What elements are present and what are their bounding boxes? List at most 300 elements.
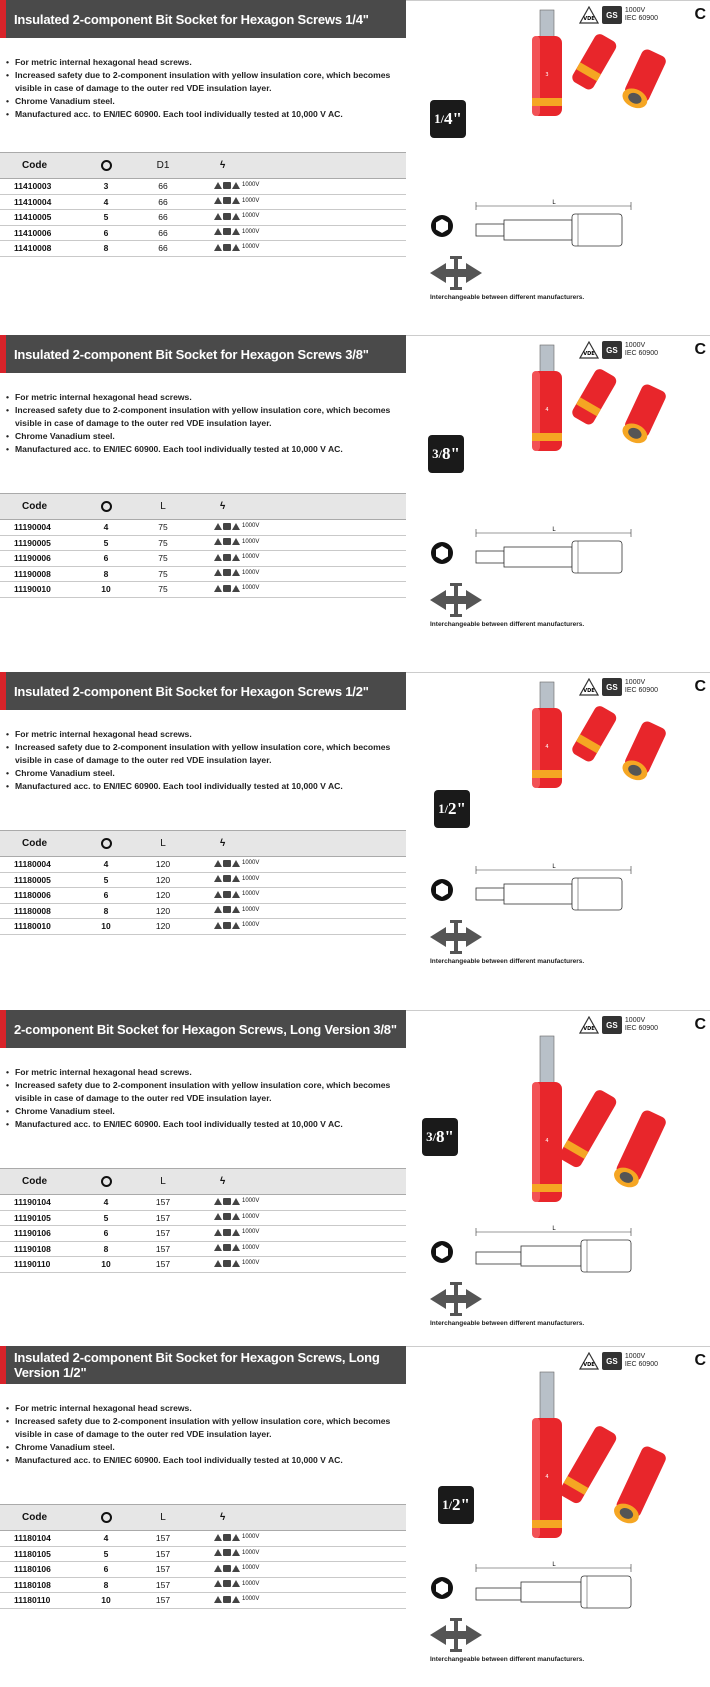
gs-mini-icon — [223, 1229, 231, 1236]
cert-cell — [192, 535, 406, 551]
voltage-mini: 1000V — [242, 1213, 260, 1220]
feature-item: • Increased safety due to 2-component insulation with yellow insulation core, which becomes visible in case of damage to the outer red VDE insulation layer. — [6, 1079, 406, 1105]
accent-bar — [0, 1346, 6, 1384]
svg-text:4: 4 — [545, 1138, 549, 1144]
cert-cell — [192, 1577, 406, 1593]
length-value: 66 — [134, 194, 192, 210]
gs-icon: GS — [602, 678, 622, 696]
vde-mini-icon — [214, 523, 222, 530]
hex-socket-icon — [101, 160, 112, 171]
product-code: 11190104 — [0, 1195, 78, 1211]
voltage-mini: 1000V — [242, 523, 260, 530]
accent-bar — [0, 0, 6, 38]
product-code: 11190006 — [0, 551, 78, 567]
vde-mini-icon — [214, 875, 222, 882]
table-row — [0, 566, 406, 582]
drive-size-badge — [434, 790, 470, 828]
socket-size: 4 — [78, 857, 134, 873]
standard-label: IEC 60900 — [624, 1361, 658, 1368]
feature-item: • Increased safety due to 2-component insulation with yellow insulation core, which becomes visible in case of damage to the outer red VDE insulation layer. — [6, 1415, 406, 1441]
feature-item: • Increased safety due to 2-component insulation with yellow insulation core, which becomes visible in case of damage to the outer red VDE insulation layer. — [6, 404, 406, 430]
svg-text:VDE: VDE — [583, 1362, 595, 1368]
col-code: Code — [0, 831, 78, 857]
vde-mini-icon — [214, 228, 222, 235]
socket-size: 6 — [78, 225, 134, 241]
cert-cell — [192, 1531, 406, 1547]
lightning-icon: ϟ — [220, 1512, 226, 1523]
product-table — [0, 493, 406, 598]
feature-item: • Chrome Vanadium steel. — [6, 95, 406, 108]
product-code: 11190106 — [0, 1226, 78, 1242]
voltage-label: 1000V — [624, 1017, 646, 1024]
mini-cert-icons — [214, 1580, 259, 1587]
standard-label: IEC 60900 — [624, 1025, 658, 1032]
socket-size: 6 — [78, 1226, 134, 1242]
product-photo — [478, 1370, 688, 1565]
vde-mini-icon — [214, 1198, 222, 1205]
svg-text:L: L — [552, 864, 556, 870]
mini-cert-icons — [214, 182, 259, 189]
col-voltage — [192, 494, 406, 520]
socket-size: 6 — [78, 551, 134, 567]
vde-mini-icon — [214, 1260, 222, 1267]
table-row — [0, 179, 406, 195]
cert-cell — [192, 179, 406, 195]
gs-mini-icon — [223, 523, 231, 530]
cert-cell — [192, 241, 406, 257]
c-mark: C — [694, 341, 706, 358]
length-value: 75 — [134, 520, 192, 536]
table-row — [0, 857, 406, 873]
length-value: 120 — [134, 888, 192, 904]
feature-item: • Increased safety due to 2-component insulation with yellow insulation core, which becomes visible in case of damage to the outer red VDE insulation layer. — [6, 69, 406, 95]
section-title-text: 2-component Bit Socket for Hexagon Screws, Long Version 3/8" — [14, 1021, 397, 1037]
product-code: 11410008 — [0, 241, 78, 257]
svg-text:L: L — [552, 1226, 556, 1232]
hex-socket-icon — [101, 1512, 112, 1523]
vde-mini-icon — [214, 1229, 222, 1236]
cert-cell — [192, 888, 406, 904]
hex-socket-icon — [101, 1176, 112, 1187]
socket-size: 6 — [78, 1562, 134, 1578]
gs-icon: GS — [602, 1352, 622, 1370]
insulation-mini-icon — [232, 197, 240, 204]
hex-profile-icon — [430, 214, 454, 238]
section-title-text: Insulated 2-component Bit Socket for Hexagon Screws 3/8" — [14, 346, 369, 362]
feature-item: • For metric internal hexagonal head screws. — [6, 728, 406, 741]
col-dimension: D1 — [134, 153, 192, 179]
gs-mini-icon — [223, 244, 231, 251]
interchangeable-icon — [428, 581, 484, 619]
cert-cell — [192, 1562, 406, 1578]
vde-mini-icon — [214, 554, 222, 561]
insulation-mini-icon — [232, 213, 240, 220]
hex-profile-icon — [430, 541, 454, 565]
product-section — [0, 1010, 710, 1340]
interchangeable-icon — [428, 254, 484, 292]
insulation-mini-icon — [232, 860, 240, 867]
product-table — [0, 830, 406, 935]
section-title — [0, 672, 406, 710]
table-row — [0, 520, 406, 536]
product-code: 11410005 — [0, 210, 78, 226]
length-value: 157 — [134, 1210, 192, 1226]
accent-bar — [0, 1010, 6, 1048]
insulation-mini-icon — [232, 228, 240, 235]
cert-cell — [192, 551, 406, 567]
mini-cert-icons — [214, 860, 259, 867]
section-title — [0, 1346, 406, 1384]
product-code: 11190008 — [0, 566, 78, 582]
mini-cert-icons — [214, 1534, 259, 1541]
badge-slash: / — [444, 801, 448, 816]
section-title — [0, 335, 406, 373]
voltage-mini: 1000V — [242, 1244, 260, 1251]
gs-mini-icon — [223, 197, 231, 204]
interchangeable-icon — [428, 918, 484, 956]
socket-size: 8 — [78, 241, 134, 257]
voltage-mini: 1000V — [242, 1565, 260, 1572]
length-value: 120 — [134, 872, 192, 888]
c-mark: C — [694, 1352, 706, 1369]
interchangeable-note: Interchangeable between different manufacturers. — [430, 294, 585, 301]
standard-label: IEC 60900 — [624, 15, 658, 22]
voltage-label: 1000V — [624, 1353, 646, 1360]
gs-mini-icon — [223, 860, 231, 867]
cert-cell — [192, 225, 406, 241]
feature-list — [6, 1066, 406, 1131]
cert-text — [625, 1017, 658, 1033]
length-value: 75 — [134, 566, 192, 582]
certification-marks — [579, 1352, 658, 1370]
product-code: 11410004 — [0, 194, 78, 210]
product-code: 11180010 — [0, 919, 78, 935]
gs-mini-icon — [223, 1565, 231, 1572]
voltage-mini: 1000V — [242, 1534, 260, 1541]
product-code: 11180104 — [0, 1531, 78, 1547]
feature-item: • Manufactured acc. to EN/IEC 60900. Each tool individually tested at 10,000 V AC. — [6, 1118, 406, 1131]
feature-item: • Manufactured acc. to EN/IEC 60900. Each tool individually tested at 10,000 V AC. — [6, 780, 406, 793]
gs-mini-icon — [223, 1534, 231, 1541]
mini-cert-icons — [214, 1549, 259, 1556]
lightning-icon: ϟ — [220, 501, 226, 512]
col-voltage — [192, 1169, 406, 1195]
voltage-mini: 1000V — [242, 569, 260, 576]
vde-mini-icon — [214, 1580, 222, 1587]
mini-cert-icons — [214, 554, 259, 561]
insulation-mini-icon — [232, 1580, 240, 1587]
table-row — [0, 1546, 406, 1562]
technical-drawing — [466, 196, 636, 263]
mini-cert-icons — [214, 1260, 259, 1267]
length-value: 157 — [134, 1577, 192, 1593]
gs-mini-icon — [223, 569, 231, 576]
svg-text:4: 4 — [545, 744, 549, 750]
table-row — [0, 225, 406, 241]
product-code: 11410003 — [0, 179, 78, 195]
length-value: 66 — [134, 179, 192, 195]
vde-mini-icon — [214, 1596, 222, 1603]
col-voltage — [192, 831, 406, 857]
insulation-mini-icon — [232, 875, 240, 882]
socket-size: 4 — [78, 194, 134, 210]
voltage-mini: 1000V — [242, 585, 260, 592]
interchangeable-note: Interchangeable between different manufacturers. — [430, 1320, 585, 1327]
gs-mini-icon — [223, 182, 231, 189]
gs-mini-icon — [223, 1596, 231, 1603]
table-row — [0, 888, 406, 904]
gs-icon: GS — [602, 6, 622, 24]
lightning-icon: ϟ — [220, 160, 226, 171]
feature-list — [6, 56, 406, 121]
mini-cert-icons — [214, 197, 259, 204]
svg-text:VDE: VDE — [583, 688, 595, 694]
table-row — [0, 919, 406, 935]
interchangeable-note: Interchangeable between different manufacturers. — [430, 1656, 585, 1663]
vde-icon — [579, 1352, 599, 1370]
col-size — [78, 494, 134, 520]
col-code: Code — [0, 1505, 78, 1531]
insulation-mini-icon — [232, 569, 240, 576]
vde-mini-icon — [214, 860, 222, 867]
mini-cert-icons — [214, 213, 259, 220]
insulation-mini-icon — [232, 1260, 240, 1267]
insulation-mini-icon — [232, 244, 240, 251]
vde-mini-icon — [214, 1534, 222, 1541]
product-section — [0, 335, 710, 665]
section-title-text: Insulated 2-component Bit Socket for Hexagon Screws 1/4" — [14, 11, 369, 27]
certification-marks — [579, 1016, 658, 1034]
mini-cert-icons — [214, 523, 259, 530]
socket-size: 8 — [78, 1577, 134, 1593]
length-value: 157 — [134, 1241, 192, 1257]
badge-numerator: 1 — [438, 801, 445, 816]
length-value: 157 — [134, 1593, 192, 1609]
badge-slash: / — [438, 446, 442, 461]
length-value: 66 — [134, 225, 192, 241]
product-code: 11180008 — [0, 903, 78, 919]
gs-icon: GS — [602, 1016, 622, 1034]
gs-mini-icon — [223, 1213, 231, 1220]
voltage-mini: 1000V — [242, 1260, 260, 1267]
cert-cell — [192, 1241, 406, 1257]
cert-cell — [192, 872, 406, 888]
feature-item: • For metric internal hexagonal head screws. — [6, 1066, 406, 1079]
gs-mini-icon — [223, 1580, 231, 1587]
voltage-mini: 1000V — [242, 244, 260, 251]
length-value: 66 — [134, 210, 192, 226]
mini-cert-icons — [214, 538, 259, 545]
product-table — [0, 1168, 406, 1273]
product-code: 11180004 — [0, 857, 78, 873]
insulation-mini-icon — [232, 554, 240, 561]
cert-cell — [192, 1257, 406, 1273]
feature-list — [6, 391, 406, 456]
hex-profile-icon — [430, 878, 454, 902]
voltage-label: 1000V — [624, 342, 646, 349]
hex-socket-icon — [101, 501, 112, 512]
cert-cell — [192, 520, 406, 536]
mini-cert-icons — [214, 1229, 259, 1236]
table-row — [0, 582, 406, 598]
voltage-mini: 1000V — [242, 906, 260, 913]
product-code: 11190105 — [0, 1210, 78, 1226]
socket-size: 5 — [78, 210, 134, 226]
product-table — [0, 1504, 406, 1609]
product-code: 11190004 — [0, 520, 78, 536]
product-table — [0, 152, 406, 257]
gs-mini-icon — [223, 891, 231, 898]
col-size — [78, 153, 134, 179]
technical-drawing — [466, 860, 636, 927]
product-photo — [478, 1034, 688, 1229]
technical-drawing — [466, 523, 636, 590]
gs-mini-icon — [223, 538, 231, 545]
table-row — [0, 903, 406, 919]
mini-cert-icons — [214, 244, 259, 251]
interchangeable-note: Interchangeable between different manufacturers. — [430, 621, 585, 628]
cert-cell — [192, 1546, 406, 1562]
insulation-mini-icon — [232, 523, 240, 530]
socket-size: 8 — [78, 1241, 134, 1257]
socket-size: 8 — [78, 566, 134, 582]
table-row — [0, 551, 406, 567]
svg-text:VDE: VDE — [583, 16, 595, 22]
vde-mini-icon — [214, 197, 222, 204]
insulation-mini-icon — [232, 182, 240, 189]
col-code: Code — [0, 494, 78, 520]
socket-size: 5 — [78, 535, 134, 551]
vde-mini-icon — [214, 1549, 222, 1556]
vde-mini-icon — [214, 1244, 222, 1251]
svg-text:L: L — [552, 1562, 556, 1568]
vde-mini-icon — [214, 182, 222, 189]
length-value: 157 — [134, 1226, 192, 1242]
vde-mini-icon — [214, 569, 222, 576]
feature-item: • Chrome Vanadium steel. — [6, 1441, 406, 1454]
cert-cell — [192, 1593, 406, 1609]
cert-cell — [192, 903, 406, 919]
vde-icon — [579, 1016, 599, 1034]
length-value: 157 — [134, 1562, 192, 1578]
table-header — [0, 1505, 406, 1531]
badge-slash: / — [432, 1129, 436, 1144]
mini-cert-icons — [214, 1213, 259, 1220]
socket-size: 10 — [78, 1593, 134, 1609]
badge-denominator: 2" — [451, 1495, 470, 1514]
table-header — [0, 1169, 406, 1195]
product-code: 11180108 — [0, 1577, 78, 1593]
cert-cell — [192, 582, 406, 598]
length-value: 157 — [134, 1195, 192, 1211]
col-dimension: L — [134, 1169, 192, 1195]
feature-item: • For metric internal hexagonal head screws. — [6, 391, 406, 404]
socket-size: 4 — [78, 1531, 134, 1547]
insulation-mini-icon — [232, 1565, 240, 1572]
gs-mini-icon — [223, 1549, 231, 1556]
svg-text:VDE: VDE — [583, 351, 595, 357]
section-title-text: Insulated 2-component Bit Socket for Hexagon Screws, Long Version 1/2" — [14, 1350, 380, 1380]
accent-bar — [0, 672, 6, 710]
col-code: Code — [0, 153, 78, 179]
feature-list — [6, 728, 406, 793]
mini-cert-icons — [214, 585, 259, 592]
voltage-mini: 1000V — [242, 1229, 260, 1236]
table-row — [0, 1241, 406, 1257]
vde-mini-icon — [214, 585, 222, 592]
product-code: 11180106 — [0, 1562, 78, 1578]
badge-numerator: 1 — [442, 1497, 449, 1512]
insulation-mini-icon — [232, 1596, 240, 1603]
voltage-mini: 1000V — [242, 182, 260, 189]
cert-cell — [192, 194, 406, 210]
hex-socket-icon — [101, 838, 112, 849]
length-value: 75 — [134, 582, 192, 598]
insulation-mini-icon — [232, 1198, 240, 1205]
product-code: 11410006 — [0, 225, 78, 241]
svg-text:L: L — [552, 200, 556, 206]
length-value: 120 — [134, 919, 192, 935]
table-row — [0, 1226, 406, 1242]
table-row — [0, 194, 406, 210]
cert-cell — [192, 210, 406, 226]
col-dimension: L — [134, 1505, 192, 1531]
c-mark: C — [694, 1016, 706, 1033]
vde-mini-icon — [214, 244, 222, 251]
table-row — [0, 872, 406, 888]
length-value: 157 — [134, 1546, 192, 1562]
divider — [406, 0, 710, 1]
voltage-mini: 1000V — [242, 538, 260, 545]
insulation-mini-icon — [232, 1549, 240, 1556]
socket-size: 4 — [78, 520, 134, 536]
badge-numerator: 1 — [434, 111, 441, 126]
section-title — [0, 1010, 406, 1048]
divider — [406, 1010, 710, 1011]
product-code: 11180105 — [0, 1546, 78, 1562]
drive-size-badge — [430, 100, 466, 138]
gs-mini-icon — [223, 922, 231, 929]
table-row — [0, 241, 406, 257]
voltage-mini: 1000V — [242, 1198, 260, 1205]
mini-cert-icons — [214, 1244, 259, 1251]
gs-mini-icon — [223, 228, 231, 235]
insulation-mini-icon — [232, 1229, 240, 1236]
feature-item: • Chrome Vanadium steel. — [6, 430, 406, 443]
length-value: 120 — [134, 903, 192, 919]
socket-size: 10 — [78, 1257, 134, 1273]
cert-cell — [192, 566, 406, 582]
col-voltage — [192, 1505, 406, 1531]
badge-denominator: 8" — [441, 444, 460, 463]
socket-size: 10 — [78, 582, 134, 598]
gs-mini-icon — [223, 875, 231, 882]
table-header — [0, 831, 406, 857]
lightning-icon: ϟ — [220, 838, 226, 849]
mini-cert-icons — [214, 875, 259, 882]
gs-mini-icon — [223, 1260, 231, 1267]
table-row — [0, 1257, 406, 1273]
badge-denominator: 8" — [435, 1127, 454, 1146]
cert-cell — [192, 857, 406, 873]
col-dimension: L — [134, 494, 192, 520]
mini-cert-icons — [214, 228, 259, 235]
product-section — [0, 672, 710, 1002]
voltage-mini: 1000V — [242, 1580, 260, 1587]
interchangeable-icon — [428, 1616, 484, 1654]
table-header — [0, 153, 406, 179]
feature-item: • Manufactured acc. to EN/IEC 60900. Each tool individually tested at 10,000 V AC. — [6, 1454, 406, 1467]
